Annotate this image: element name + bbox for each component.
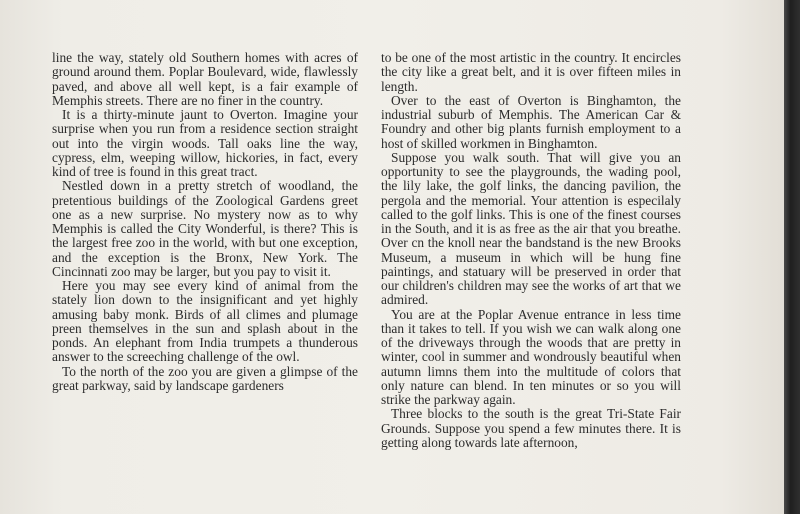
paragraph: Three blocks to the south is the great Tri-State Fair Grounds. Suppose you spend a few minutes there. It is getting along towards late afternoon, xyxy=(381,406,681,450)
left-text-column xyxy=(52,51,358,393)
paragraph: Suppose you walk south. That will give you an opportunity to see the playgrounds, the wading pool, the lily lake, the golf links, the dancing pavilion, the pergola and the memorial. Your attention is especilaly called to the golf links. This is one of the finest courses in the South, and it is as free as the air that you breathe. Over cn the knoll near the bandstand is the new Brooks Museum, a museum in which will be hung fine paintings, and statuary will be preserved in order that our children's children may see the works of art that we admired. xyxy=(381,149,681,308)
paragraph: Here you may see every kind of animal from the stately lion down to the insignificant and yet highly amusing baby monk. Birds of all climes and plumage preen themselves in the sun and splash about in the ponds. An elephant from India trumpets a thunderous answer to the screeching challenge of the owl. xyxy=(52,278,358,365)
paragraph: To the north of the zoo you are given a glimpse of the great parkway, said by landscape gardeners xyxy=(52,363,358,393)
paragraph: Over to the east of Overton is Binghamton, the industrial suburb of Memphis. The American Car & Foundry and other big plants furnish employment to a host of skilled workmen in Binghamton. xyxy=(381,92,681,151)
right-text-column xyxy=(381,51,681,450)
paragraph: Nestled down in a pretty stretch of woodland, the pretentious buildings of the Zoological Gardens greet one as a new surprise. No mystery now as to why Memphis is called the City Wonderful, is there? This is the largest free zoo in the world, with but one exception, and the exception is the Bronx, New York. The Cincinnati zoo may be larger, but you pay to visit it. xyxy=(52,178,358,279)
paragraph: line the way, stately old Southern homes with acres of ground around them. Poplar Boulevard, wide, flawlessly paved, and above all well kept, is a fair example of Memphis streets. There are no finer in the country. xyxy=(52,50,358,108)
paragraph: It is a thirty-minute jaunt to Overton. Imagine your surprise when you run from a residence section straight out into the virgin woods. Tall oaks line the way, cypress, elm, weeping willow, hickories, in fact, every kind of tree is found in this great tract. xyxy=(52,107,358,179)
paragraph: You are at the Poplar Avenue entrance in less time than it takes to tell. If you wish we can walk along one of the driveways through the woods that are pretty in winter, cool in summer and wondrously beautiful when autumn limns them into the multitude of colors that only nature can blend. In ten minutes or so you will strike the parkway again. xyxy=(381,306,681,407)
book-spine-edge xyxy=(784,0,800,514)
paragraph: to be one of the most artistic in the country. It encircles the city like a great belt, and it is over fifteen miles in length. xyxy=(381,50,681,94)
